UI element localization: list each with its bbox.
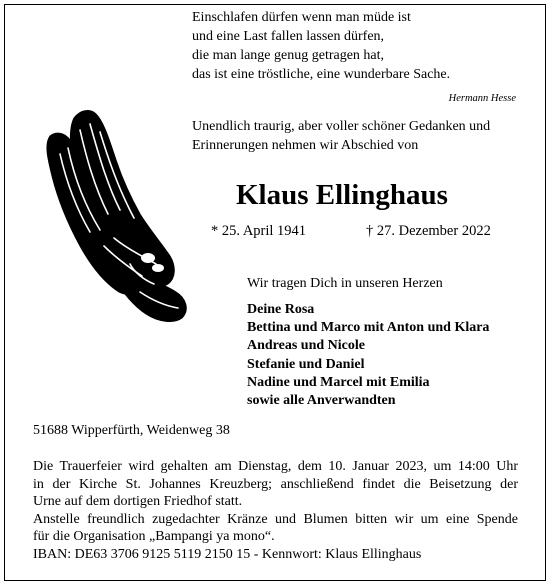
mourner-name: Deine Rosa bbox=[247, 302, 315, 317]
iban-line: IBAN: DE63 3706 9125 5119 2150 15 - Kennwort: Klaus Ellinghaus bbox=[33, 546, 422, 562]
mourner-name: Andreas und Nicole bbox=[247, 338, 365, 354]
family-address: 51688 Wipperfürth, Weidenweg 38 bbox=[33, 423, 230, 438]
mourner-name: Stefanie und Daniel bbox=[247, 356, 365, 372]
mourner-name: Nadine und Marcel mit Emilia bbox=[247, 374, 430, 390]
intro-line: Erinnerungen nehmen wir Abschied von bbox=[192, 138, 419, 153]
service-info bbox=[33, 458, 518, 564]
poem-line: Einschlafen dürfen wenn man müde ist bbox=[192, 10, 411, 25]
deceased-name: Klaus Ellinghaus bbox=[236, 179, 448, 211]
mourners-heading: Wir tragen Dich in unseren Herzen bbox=[247, 276, 443, 291]
intro-line: Unendlich traurig, aber voller schöner Gedanken und bbox=[192, 119, 491, 134]
service-line: Die Trauerfeier wird gehalten am Dienstag, dem 10. Januar 2023, um 14:00 Uhr bbox=[33, 459, 518, 474]
mourner-name: Bettina und Marco mit Anton und Klara bbox=[247, 320, 490, 336]
farewell-intro bbox=[192, 117, 532, 155]
death-date: † 27. Dezember 2022 bbox=[366, 223, 491, 239]
service-line: in der Kirche St. Johannes Kreuzberg; anschließend findet die Beisetzung der bbox=[33, 476, 518, 492]
donation-line: Anstelle freundlich zugedachter Kränze und Blumen bitten wir um eine Spende bbox=[33, 511, 518, 527]
praying-hands-icon bbox=[30, 96, 200, 326]
service-line: Urne auf dem dortigen Friedhof statt. bbox=[33, 494, 243, 510]
mourner-name: sowie alle Anverwandten bbox=[247, 393, 396, 409]
poem-block bbox=[192, 8, 492, 84]
poem-line: die man lange genug getragen hat, bbox=[192, 48, 385, 63]
poem-line: und eine Last fallen lassen dürfen, bbox=[192, 29, 385, 44]
poem-author: Hermann Hesse bbox=[448, 93, 516, 104]
birth-date: * 25. April 1941 bbox=[211, 223, 307, 239]
mourners-list bbox=[247, 301, 489, 410]
poem-line: das ist eine tröstliche, eine wunderbare Sache. bbox=[192, 67, 451, 82]
donation-line: für die Organisation „Bampangi ya mono“. bbox=[33, 529, 275, 545]
